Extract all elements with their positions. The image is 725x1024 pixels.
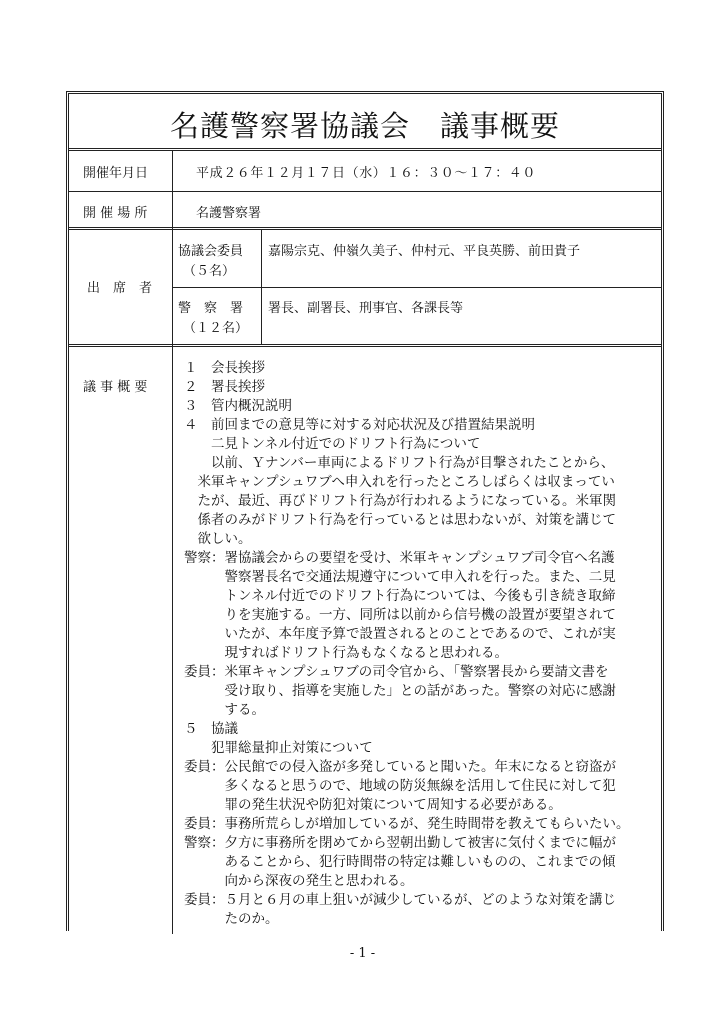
body-line: ３ 管内概況説明 [184, 398, 292, 414]
label-column-divider [172, 150, 173, 934]
attendees-label: 出 席 者 [87, 281, 153, 296]
body-line: 警察：夕方に事務所を閉めてから翌朝出勤して被害に気付くまでに幅が [184, 835, 616, 851]
body-line: ４ 前回までの意見等に対する対応状況及び措置結果説明 [184, 417, 535, 433]
body-line: 以前、Ｙナンバー車両によるドリフト行為が目撃されたことから、 [184, 455, 615, 471]
title-divider [69, 148, 661, 151]
place-divider [69, 227, 661, 230]
minutes-table [66, 91, 664, 931]
police-value: 署長、副署長、刑事官、各課長等 [268, 301, 464, 316]
police-count: （１２名） [183, 321, 249, 336]
page-number: - 1 - [349, 946, 376, 961]
body-line: する。 [184, 702, 265, 718]
body-line: １ 会長挨拶 [184, 360, 265, 376]
members-value: 嘉陽宗克、仲嶺久美子、仲村元、平良英勝、前田貴子 [268, 244, 581, 259]
body-line: たが、最近、再びドリフト行為が行われるようになっている。米軍関 [184, 493, 616, 509]
body-line: 米軍キャンプシュワブへ申入れを行ったところしばらくは収まってい [184, 474, 615, 490]
body-line: 欲しい。 [184, 531, 252, 547]
body-line: トンネル付近でのドリフト行為については、今後も引き続き取締 [184, 588, 616, 604]
body-line: 委員：公民館での侵入盗が多発していると聞いた。年末になると窃盗が [184, 759, 616, 775]
police-label: 警 察 署 [178, 301, 244, 316]
body-line: 現すればドリフト行為もなくなると思われる。 [184, 645, 508, 661]
body-line: たのか。 [184, 911, 279, 927]
body-line: 多くなると思うので、地域の防災無線を活用して住民に対して犯 [184, 778, 616, 794]
members-count: （５名） [183, 264, 236, 279]
body-line: ５ 協議 [184, 721, 238, 737]
body-line: りを実施する。一方、同所は以前から信号機の設置が要望されて [184, 607, 616, 623]
date-label: 開催年月日 [83, 166, 149, 181]
body-line: 受け取り、指導を実施した」との話があった。警察の対応に感謝 [184, 683, 616, 699]
body-line: 委員：５月と６月の車上狙いが減少しているが、どのような対策を講じ [184, 892, 616, 908]
attendee-column-divider [261, 230, 262, 345]
body-line: 二見トンネル付近でのドリフト行為について [184, 436, 481, 452]
members-label: 協議会委員 [178, 244, 244, 259]
body-line: 係者のみがドリフト行為を行っているとは思わないが、対策を講じて [184, 512, 616, 528]
body-line: あることから、犯行時間帯の特定は難しいものの、これまでの傾 [184, 854, 616, 870]
date-value: 平成２６年１２月１７日（水）１６：３０～１７：４０ [196, 166, 537, 181]
place-value: 名護警察署 [196, 206, 262, 221]
body-line: 向から深夜の発生と思われる。 [184, 873, 414, 889]
date-divider [69, 191, 661, 192]
place-label: 開 催 場 所 [83, 206, 148, 221]
attendees-divider [69, 344, 661, 347]
body-line: いたが、本年度予算で設置されるとのことであるので、これが実 [184, 626, 616, 642]
body-line: 警察署長名で交通法規遵守について申入れを行った。また、二見 [184, 569, 616, 585]
body-line: ２ 署長挨拶 [184, 379, 265, 395]
body-line: 委員：事務所荒らしが増加しているが、発生時間帯を教えてもらいたい。 [184, 816, 630, 832]
document-title: 名護警察署協議会 議事概要 [169, 109, 560, 143]
body-line: 警察：署協議会からの要望を受け、米軍キャンプシュワブ司令官へ名護 [184, 550, 615, 566]
body-line: 罪の発生状況や防犯対策について周知する必要がある。 [184, 797, 562, 813]
attendee-divider [172, 287, 661, 288]
summary-label: 議 事 概 要 [83, 380, 148, 395]
body-line: 委員：米軍キャンプシュワブの司令官から、「警察署長から要請文書を [184, 664, 609, 680]
body-line: 犯罪総量抑止対策について [184, 740, 373, 756]
